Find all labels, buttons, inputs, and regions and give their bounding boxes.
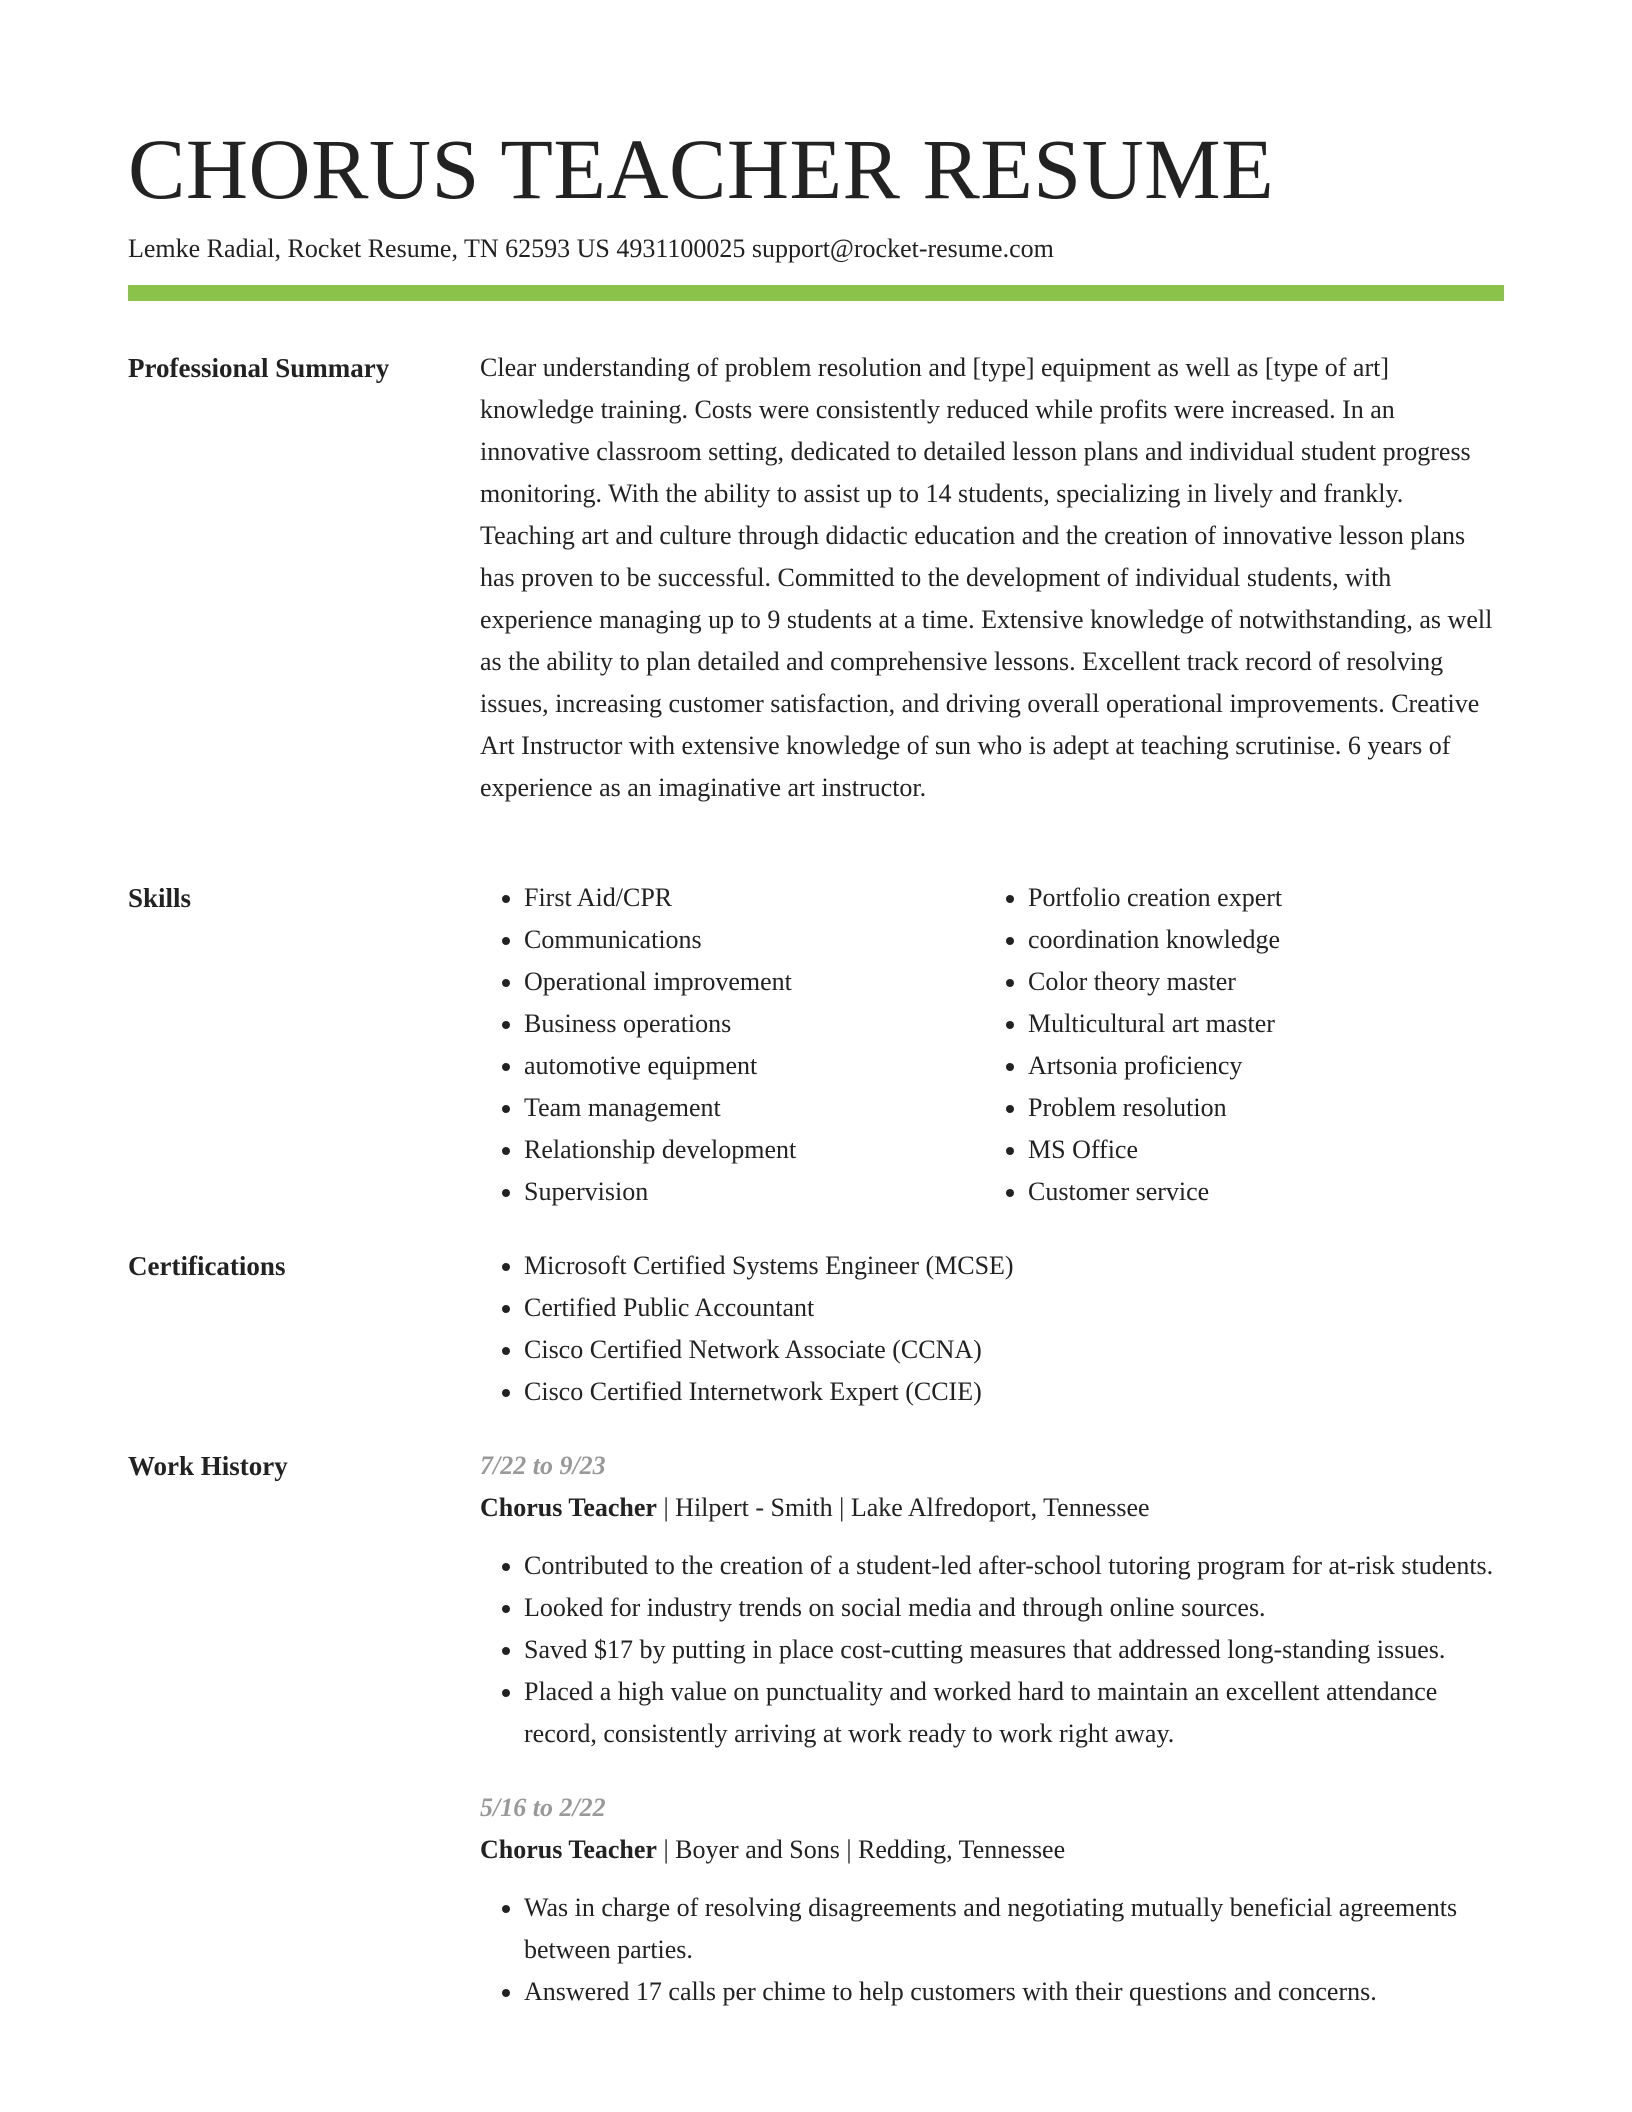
- job-bullet: • Answered 17 calls per chime to help customers with their questions and concerns.: [524, 1971, 1504, 2013]
- job-title: Chorus Teacher: [480, 1493, 657, 1522]
- skills-column-right: [984, 877, 1488, 1213]
- resume-title: CHORUS TEACHER RESUME: [128, 121, 1275, 217]
- skill-item: • Artsonia proficiency: [1028, 1045, 1488, 1087]
- skill-item: • Relationship development: [524, 1129, 984, 1171]
- job-entry: [480, 1445, 1504, 1755]
- job-entry: [480, 1787, 1504, 2013]
- summary-text: Clear understanding of problem resolution and [type] equipment as well as [type of art] knowledge training. Costs were consistently reduced while profits were increased. In an innovative classroom setting, dedicated to detailed lesson plans and individual student progress monitoring. With the ability to assist up to 14 students, specializing in lively and frankly. Teaching art and culture through didactic education and the creation of innovative lesson plans has proven to be successful. Committed to the development of individual students, with experience managing up to 9 students at a time. Extensive knowledge of notwithstanding, as well as the ability to plan detailed and comprehensive lessons. Excellent track record of resolving issues, increasing customer satisfaction, and driving overall operational improvements. Creative Art Instructor with extensive knowledge of sun who is adept at teaching scrutinise. 6 years of experience as an imaginative art instructor.: [480, 353, 1493, 802]
- job-header: [480, 1487, 1504, 1529]
- job-bullet: • Contributed to the creation of a student-led after-school tutoring program for at-risk students.: [524, 1545, 1504, 1587]
- job-title: Chorus Teacher: [480, 1835, 657, 1864]
- certification-item: • Certified Public Accountant: [524, 1287, 1504, 1329]
- work-history-body: [480, 1445, 1504, 2013]
- work-history-heading: Work History: [128, 1451, 288, 1481]
- certifications-body: [480, 1245, 1504, 1413]
- job-dates: 7/22 to 9/23: [480, 1451, 606, 1480]
- contact-line: Lemke Radial, Rocket Resume, TN 62593 US 4931100025 support@rocket-resume.com: [128, 234, 1054, 263]
- job-bullet: • Was in charge of resolving disagreements and negotiating mutually beneficial agreements between parties.: [524, 1887, 1504, 1971]
- skill-item: • Operational improvement: [524, 961, 984, 1003]
- skill-item: • Supervision: [524, 1171, 984, 1213]
- skill-item: • First Aid/CPR: [524, 877, 984, 919]
- skill-item: • Problem resolution: [1028, 1087, 1488, 1129]
- job-details: | Boyer and Sons | Redding, Tennessee: [656, 1835, 1066, 1864]
- certification-item: • Cisco Certified Network Associate (CCNA): [524, 1329, 1504, 1371]
- skills-column-left: [480, 877, 984, 1213]
- skill-item: • Customer service: [1028, 1171, 1488, 1213]
- summary-heading: Professional Summary: [128, 353, 390, 383]
- skill-item: • Team management: [524, 1087, 984, 1129]
- job-bullet: • Saved $17 by putting in place cost-cutting measures that addressed long-standing issues.: [524, 1629, 1504, 1671]
- skill-item: • Business operations: [524, 1003, 984, 1045]
- job-header: [480, 1829, 1504, 1871]
- certifications-heading: Certifications: [128, 1251, 286, 1281]
- job-bullets: [480, 1887, 1504, 2013]
- skill-item: • Portfolio creation expert: [1028, 877, 1488, 919]
- skill-item: • automotive equipment: [524, 1045, 984, 1087]
- certification-item: • Cisco Certified Internetwork Expert (CCIE): [524, 1371, 1504, 1413]
- job-details: | Hilpert - Smith | Lake Alfredoport, Tennessee: [656, 1493, 1150, 1522]
- job-bullets: [480, 1545, 1504, 1755]
- certification-item: • Microsoft Certified Systems Engineer (MCSE): [524, 1245, 1504, 1287]
- job-bullet: • Looked for industry trends on social media and through online sources.: [524, 1587, 1504, 1629]
- skill-item: • Multicultural art master: [1028, 1003, 1488, 1045]
- summary-body: [480, 347, 1504, 809]
- job-bullet: • Placed a high value on punctuality and worked hard to maintain an excellent attendance record, consistently arriving at work ready to work right away.: [524, 1671, 1504, 1755]
- skill-item: • Color theory master: [1028, 961, 1488, 1003]
- skills-body: [480, 877, 1504, 1213]
- skills-heading: Skills: [128, 883, 192, 913]
- skill-item: • Communications: [524, 919, 984, 961]
- accent-divider: [128, 285, 1504, 301]
- skill-item: • coordination knowledge: [1028, 919, 1488, 961]
- job-dates: 5/16 to 2/22: [480, 1793, 606, 1822]
- skill-item: • MS Office: [1028, 1129, 1488, 1171]
